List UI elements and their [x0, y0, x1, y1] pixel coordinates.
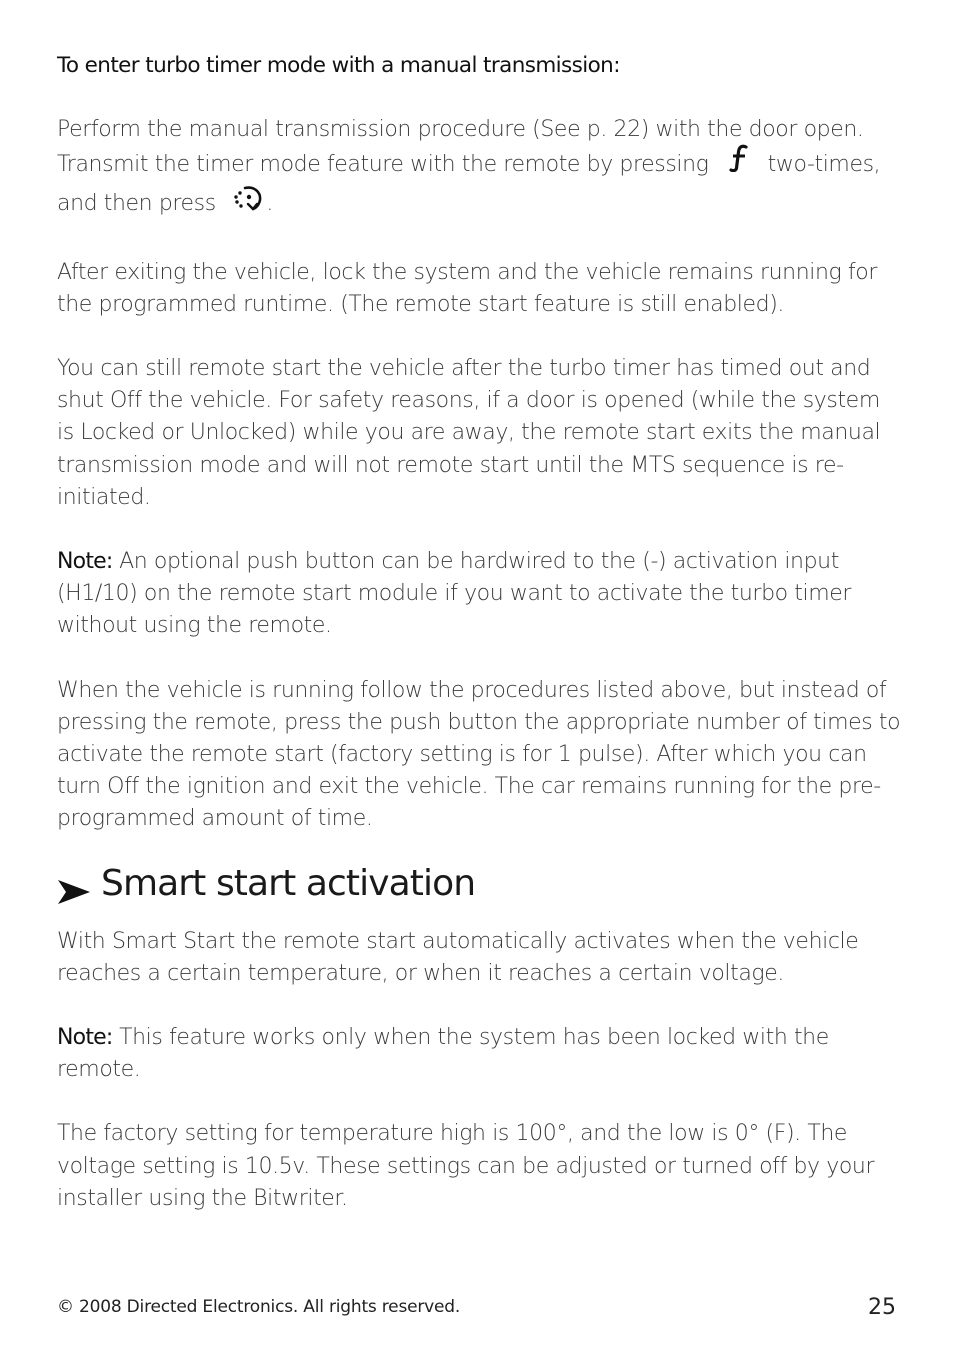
smart-start-paragraph-2: The factory setting for temperature high is 100°, and the low is 0° (F). The voltage setting is 10.5v. These settings can be adjusted or turned off by your installer using the Bitwriter.: [57, 1121, 875, 1211]
turbo-note-label: Note:: [57, 549, 113, 575]
smart-start-note: [57, 1022, 902, 1086]
smart-start-title: Smart start activation: [101, 862, 476, 904]
turbo-note: [57, 546, 902, 643]
page-number: 25: [868, 1295, 896, 1320]
smart-start-note-text: This feature works only when the system has been locked with the remote.: [57, 1025, 829, 1083]
turbo-note-text: An optional push button can be hardwired to the (-) activation input (H1/10) on the remote start module if you want to activate the turbo timer without using the remote.: [57, 549, 852, 639]
turbo-paragraph-2: After exiting the vehicle, lock the system and the vehicle remains running for the programmed runtime. (The remote start feature is still enabled).: [57, 259, 877, 317]
turbo-subheading: To enter turbo timer mode with a manual transmission:: [57, 53, 620, 78]
footer-copyright: © 2008 Directed Electronics. All rights reserved.: [57, 1297, 461, 1317]
turbo-paragraph-3: You can still remote start the vehicle after the turbo timer has timed out and shut Off the vehicle. For safety reasons, if a door is opened (while the system is Locked or Unlocked) while you are away, the remote start exits the manual transmission mode and will not remote start until the MTS sequence is re-initiated.: [57, 356, 881, 510]
arrow-right-icon: [57, 872, 91, 898]
turbo-paragraph-1-text-a: Perform the manual transmission procedure (See p. 22) with the door open. Transmit the timer mode feature with the remote by pressing: [57, 117, 864, 178]
turbo-paragraph-1: [57, 114, 902, 225]
smart-start-paragraph-1: With Smart Start the remote start automatically activates when the vehicle reaches a certain temperature, or when it reaches a certain voltage.: [57, 928, 859, 986]
timer-start-icon: [230, 182, 266, 222]
smart-start-note-label: Note:: [57, 1025, 113, 1051]
turbo-paragraph-1-text-b: two-times, and then press: [57, 152, 881, 217]
turbo-paragraph-4: When the vehicle is running follow the procedures listed above, but instead of pressing the remote, press the push button the appropriate number of times to activate the remote start (factory setting is for 1 pulse). After which you can turn Off the ignition and exit the vehicle. The car remains running for the pre-programmed amount of time.: [57, 677, 901, 832]
smart-start-heading: [57, 862, 902, 906]
manual-page-content: [57, 50, 902, 1215]
function-f-icon: [729, 144, 751, 182]
turbo-paragraph-1-text-c: .: [266, 191, 273, 217]
